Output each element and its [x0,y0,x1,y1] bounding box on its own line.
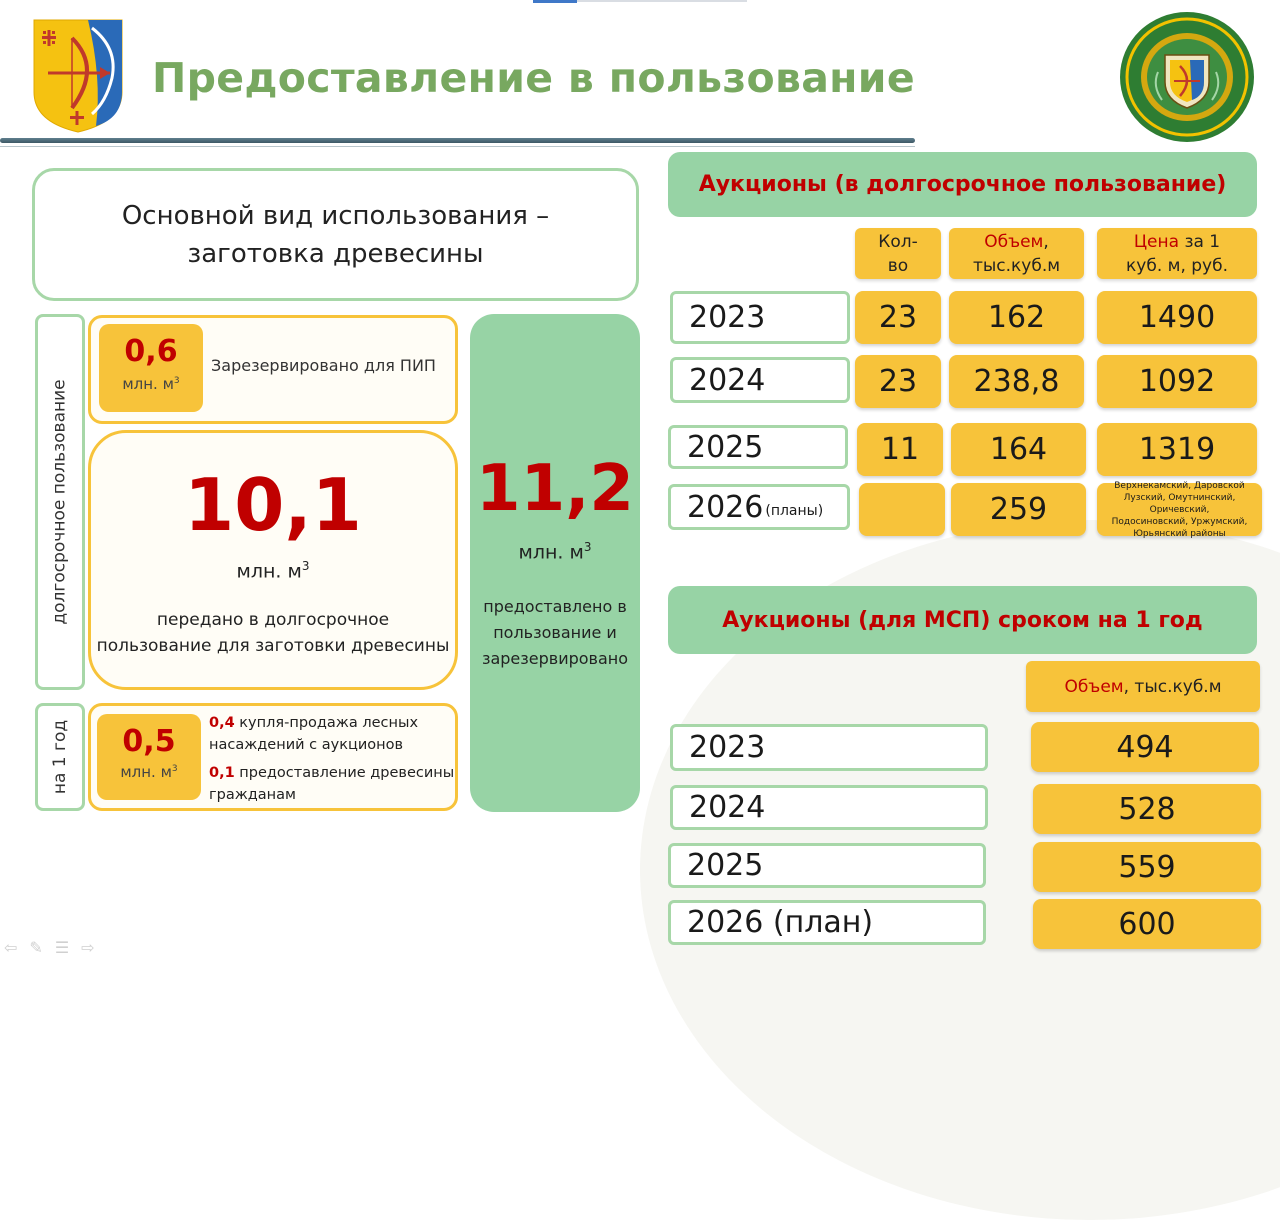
long-row-count [859,483,945,536]
long-row-volume: 238,8 [949,355,1084,408]
msp-row-year: 2023 [670,724,988,771]
longterm-label: долгосрочное пользование [50,379,70,625]
reserved-value-square [99,324,203,412]
title-underline [0,138,915,143]
reserved-box [88,315,458,424]
msp-row-year: 2025 [668,843,986,888]
oneyear-item1: 0,4 купля-продажа лесных [209,715,419,731]
oneyear-label-box [35,703,85,811]
menu-icon[interactable]: ☰ [54,938,82,957]
long-row-year: 2024 [670,357,850,403]
msp-row-year: 2026 (план) [668,900,986,945]
long-row-year: 2025 [668,425,848,469]
oneyear-label: на 1 год [50,719,70,795]
oneyear-item2: 0,1 предоставление древесины [209,765,455,781]
longterm-label-box [35,314,85,690]
col-volume-header: Объем, тыс.куб.м [949,228,1084,279]
main-usage-line2: заготовка древесины [187,238,484,269]
msp-row-volume: 600 [1033,899,1261,949]
long-row-volume: 162 [949,291,1084,344]
long-row-price: 1319 [1097,423,1257,476]
top-progress-track [577,0,747,2]
slideshow-nav[interactable] [4,938,107,957]
reserved-unit: млн. $м^3$ [122,375,180,393]
reserved-value: 0,6 [124,334,178,369]
msp-row-volume: 494 [1031,722,1259,772]
col-price-header: Цена за 1 куб. м, руб. [1097,228,1257,279]
oneyear-unit: млн. $м^3$ [120,763,178,781]
long-row-count: 23 [855,355,941,408]
msp-row-volume: 559 [1033,842,1261,892]
long-row-volume: 259 [951,483,1086,536]
main-usage-box [32,168,639,301]
total-value: 11,2 [476,452,634,526]
long-row-price: 1490 [1097,291,1257,344]
long-row-volume: 164 [951,423,1086,476]
transferred-value: 10,1 [184,463,362,547]
long-row-districts: Верхнекамский, Даровской Лузский, Омутнинский, Оричевский, Подосиновский, Уржумский, Юрьянский районы [1097,483,1262,536]
next-slide-icon[interactable]: ⇨ [81,938,107,957]
page-title: Предоставление в пользование [152,54,915,102]
total-unit: млн. $м^3$ [518,540,592,564]
total-description: предоставлено в пользование и зарезервировано [481,597,629,668]
long-row-count: 11 [857,423,943,476]
ministry-seal-icon [1118,10,1256,144]
msp-row-year: 2024 [670,785,988,830]
oneyear-box [88,703,458,811]
transferred-box [88,430,458,690]
title-underline-thin [0,146,915,147]
auctions-msp-header: Аукционы (для МСП) сроком на 1 год [668,586,1257,654]
pen-icon[interactable]: ✎ [29,938,55,957]
col-count-header: Кол- во [855,228,941,279]
long-row-price: 1092 [1097,355,1257,408]
long-row-year: 2026 (планы) [668,484,850,530]
long-row-year: 2023 [670,291,850,344]
auctions-long-header: Аукционы (в долгосрочное пользование) [668,152,1257,217]
oneyear-value: 0,5 [122,724,176,759]
prev-slide-icon[interactable]: ⇦ [4,938,30,957]
oneyear-details: 0,4 купля-продажа лесных насаждений с аукционов 0,1 предоставление древесины гражданам [209,712,459,806]
msp-row-volume: 528 [1033,784,1261,834]
top-progress-bar [533,0,577,3]
long-row-count: 23 [855,291,941,344]
oneyear-value-square [97,714,201,800]
kirov-coat-of-arms-icon [32,18,124,134]
reserved-label: Зарезервировано для ПИП [211,356,436,375]
main-usage-line1: Основной вид использования – [121,200,550,231]
transferred-description: передано в долгосрочное пользование для заготовки древесины [96,610,450,656]
msp-col-volume-header: Объем, тыс.куб.м [1026,661,1260,712]
transferred-unit: млн. $м^3$ [236,559,310,583]
total-box [470,314,640,812]
